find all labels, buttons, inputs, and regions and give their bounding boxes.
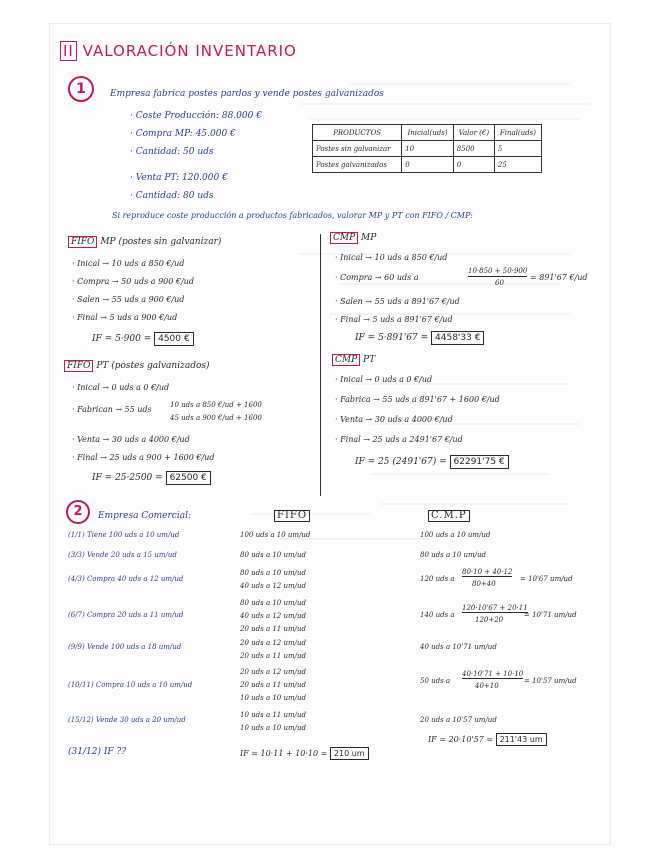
cmp-mp-if <box>355 334 484 343</box>
fraction-result: = 891'67 €/ud <box>530 273 588 282</box>
table-cell: Postes galvanizados <box>313 157 402 173</box>
fifo-stock-line: 10 uds a 10 um/ud <box>240 694 306 702</box>
fifo-mp-if <box>92 335 194 344</box>
operation-label: (9/9) Vende 100 uds a 18 um/ud <box>68 643 182 651</box>
fifo-stock-line: 40 uds a 12 um/ud <box>240 612 306 620</box>
table-header-cell: PRODUCTOS <box>313 125 402 141</box>
ex1-item: · Cantidad: 80 uds <box>130 191 214 201</box>
fifo-mp-line: · Inical → 10 uds a 850 €/ud <box>72 259 185 268</box>
fifo-pt-if <box>92 474 211 483</box>
exercise-1-number: 1 <box>68 76 94 102</box>
table-header-cell: Inicial(uds) <box>402 125 454 141</box>
fifo-pt-line: · Fabrican → 55 uds <box>72 405 152 414</box>
fraction-denominator: 60 <box>495 279 504 287</box>
cmp-pt-if <box>355 458 509 467</box>
fifo-mp-line: · Compra → 50 uds a 900 €/ud <box>72 277 194 286</box>
table-row <box>313 157 542 173</box>
cmp-final-if <box>428 736 547 744</box>
if-label: IF = 5·900 = <box>92 334 152 344</box>
cmp-tag: CMP <box>332 354 360 366</box>
fraction-numerator: 120·10'67 + 20·11 <box>462 604 528 612</box>
fraction-denominator: 120+20 <box>475 616 504 624</box>
fifo-mp-title: MP (postes sin galvanizar) <box>100 237 222 247</box>
fifo-mp-line: · Salen → 55 uds a 900 €/ud <box>72 295 185 304</box>
fifo-pt-heading <box>64 362 210 371</box>
fifo-pt-line: · Inical → 0 uds a 0 €/ud <box>72 383 170 392</box>
cmp-pt-line: · Venta → 30 uds a 4000 €/ud <box>335 415 453 424</box>
if-result-box: 62500 € <box>166 471 211 485</box>
table-row <box>313 141 542 157</box>
fifo-stock-line: 40 uds a 12 um/ud <box>240 582 306 590</box>
fifo-mp-line: · Final → 5 uds a 900 €/ud <box>72 313 178 322</box>
table-cell: 25 <box>494 157 541 173</box>
if-label: IF = 25·2500 = <box>92 473 163 483</box>
if-result-box: 4500 € <box>154 332 194 346</box>
ex1-item: · Compra MP: 45.000 € <box>130 129 236 139</box>
fifo-stock-line: 80 uds a 10 um/ud <box>240 569 306 577</box>
fraction-result: = 10'57 um/ud <box>524 677 577 685</box>
fifo-stock-line: 10 uds a 10 um/ud <box>240 724 306 732</box>
ex2-title: Empresa Comercial: <box>98 511 192 521</box>
cmp-mp-heading <box>330 234 376 243</box>
fifo-stock-line: 20 uds a 11 um/ud <box>240 652 306 660</box>
table-cell: 10 <box>402 141 454 157</box>
fifo-mp-heading <box>68 238 221 247</box>
products-table <box>312 124 542 173</box>
cmp-stock-line: 140 uds a <box>420 611 455 619</box>
cmp-mp-line: · Compra → 60 uds a <box>335 273 419 282</box>
table-cell: Postes sin galvanizar <box>313 141 402 157</box>
fifo-stock-line: 20 uds a 12 um/ud <box>240 639 306 647</box>
fraction-numerator: 40·10'71 + 10·10 <box>462 670 524 678</box>
cmp-pt-line: · Final → 25 uds a 2491'67 €/ud <box>335 435 463 444</box>
fifo-stock-line: 10 uds a 11 um/ud <box>240 711 306 719</box>
operation-label: (3/3) Vende 20 uds a 15 um/ud <box>68 551 177 559</box>
cmp-pt-line: · Fabrica → 55 uds a 891'67 + 1600 €/ud <box>335 395 500 404</box>
table-header-row <box>313 125 542 141</box>
operation-label: (6/7) Compra 20 uds a 11 um/ud <box>68 611 184 619</box>
cmp-pt-title: PT <box>363 355 376 365</box>
cmp-tag: CMP <box>330 232 358 244</box>
table-cell: 0 <box>453 157 494 173</box>
fifo-tag: FIFO <box>68 236 97 248</box>
table-cell: 8500 <box>453 141 494 157</box>
ex1-item: · Cantidad: 50 uds <box>130 147 214 157</box>
section-roman: II <box>60 41 77 61</box>
cmp-mp-line: · Salen → 55 uds a 891'67 €/ud <box>335 297 460 306</box>
fifo-stock-line: 20 uds a 11 um/ud <box>240 681 306 689</box>
fifo-tag: FIFO <box>64 360 93 372</box>
cmp-pt-line: · Inical → 0 uds a 0 €/ud <box>335 375 433 384</box>
cmp-column-header: C.M.P <box>428 510 470 522</box>
table-header-cell: Valor (€) <box>453 125 494 141</box>
fraction-result: = 10'67 um/ud <box>520 575 573 583</box>
if-label: IF = 20·10'57 = <box>428 735 494 744</box>
if-label: IF = 5·891'67 = <box>355 333 429 343</box>
table-cell: 5 <box>494 141 541 157</box>
fifo-pt-subline: 45 uds a 900 €/ud + 1600 <box>170 414 262 422</box>
fifo-stock-line: 100 uds a 10 um/ud <box>240 531 311 539</box>
fraction-result: = 10'71 um/ud <box>524 611 577 619</box>
fifo-column-header: FIFO <box>274 510 310 522</box>
notebook-page <box>50 24 610 844</box>
if-label: IF = 10·11 + 10·10 = <box>240 749 328 758</box>
fraction-numerator: 80·10 + 40·12 <box>462 568 513 576</box>
section-header <box>60 44 297 59</box>
fraction-denominator: 40+10 <box>475 682 499 690</box>
fifo-stock-line: 20 uds a 12 um/ud <box>240 668 306 676</box>
ex1-item: · Coste Producción: 88.000 € <box>130 111 262 121</box>
fifo-pt-line: · Final → 25 uds a 900 + 1600 €/ud <box>72 453 215 462</box>
operation-label: (10/11) Compra 10 uds a 10 um/ud <box>68 681 193 689</box>
fifo-pt-subline: 10 uds a 850 €/ud + 1600 <box>170 401 262 409</box>
cmp-stock-line: 100 uds a 10 um/ud <box>420 531 491 539</box>
if-result-box: 210 um <box>330 747 369 760</box>
fifo-stock-line: 20 uds a 11 um/ud <box>240 625 306 633</box>
cmp-pt-heading <box>332 356 375 365</box>
operation-label: (15/12) Vende 30 uds a 20 um/ud <box>68 716 186 724</box>
cmp-mp-line: · Inical → 10 uds a 850 €/ud <box>335 253 448 262</box>
cmp-stock-line: 120 uds a <box>420 575 455 583</box>
ex1-statement: Empresa fabrica postes pardos y vende postes galvanizados <box>110 89 384 99</box>
operation-label: (1/1) Tiene 100 uds a 10 um/ud <box>68 531 180 539</box>
table-cell: 0 <box>402 157 454 173</box>
cmp-mp-title: MP <box>361 233 377 243</box>
fraction-numerator: 10·850 + 50·900 <box>468 267 528 275</box>
cmp-stock-line: 50 uds a <box>420 677 451 685</box>
final-question: (31/12) IF ?? <box>68 747 127 757</box>
table-header-cell: Final(uds) <box>494 125 541 141</box>
fifo-stock-line: 80 uds a 10 um/ud <box>240 551 306 559</box>
cmp-stock-line: 40 uds a 10'71 um/ud <box>420 643 497 651</box>
fifo-pt-title: PT (postes galvanizados) <box>96 361 210 371</box>
if-label: IF = 25 (2491'67) = <box>355 457 447 467</box>
if-result-box: 4458'33 € <box>431 331 484 345</box>
section-title: VALORACIÓN INVENTARIO <box>82 42 297 60</box>
operation-label: (4/3) Compra 40 uds a 12 um/ud <box>68 575 184 583</box>
if-result-box: 62291'75 € <box>450 455 509 469</box>
ex1-item: · Venta PT: 120.000 € <box>130 173 228 183</box>
column-divider <box>320 234 321 496</box>
fraction-denominator: 80+40 <box>472 580 496 588</box>
exercise-2-number: 2 <box>66 500 90 524</box>
cmp-mp-line: · Final → 5 uds a 891'67 €/ud <box>335 315 453 324</box>
fifo-stock-line: 80 uds a 10 um/ud <box>240 599 306 607</box>
cmp-stock-line: 20 uds a 10'57 um/ud <box>420 716 497 724</box>
fifo-pt-line: · Venta → 30 uds a 4000 €/ud <box>72 435 190 444</box>
cmp-stock-line: 80 uds a 10 um/ud <box>420 551 486 559</box>
ex1-question: Si reproduce coste producción a productos fabricados, valorar MP y PT con FIFO / CMP: <box>112 211 473 220</box>
if-result-box: 211'43 um <box>496 733 547 746</box>
fifo-final-if <box>240 750 369 758</box>
